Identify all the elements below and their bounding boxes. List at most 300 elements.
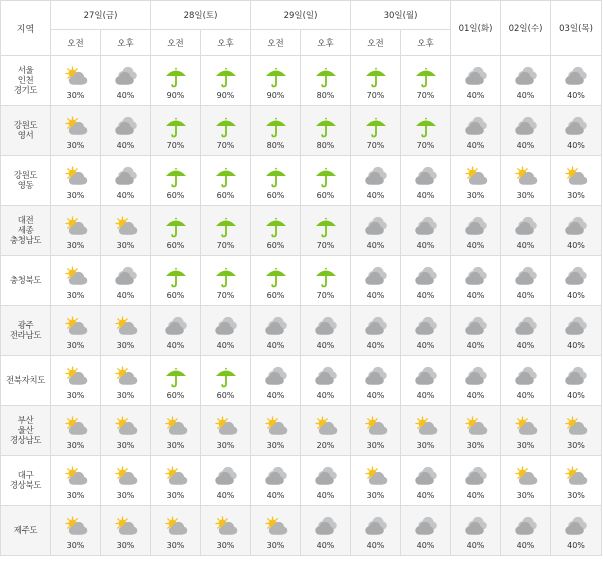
precipitation-probability: 30%: [116, 490, 135, 500]
precipitation-probability: 40%: [266, 490, 285, 500]
precipitation-probability: 30%: [66, 290, 85, 300]
region-name-line: 전라남도: [9, 330, 42, 341]
precipitation-probability: 40%: [416, 290, 435, 300]
precipitation-probability: 60%: [216, 390, 235, 400]
precipitation-probability: 60%: [266, 290, 285, 300]
region-name: [1, 206, 51, 256]
forecast-cell: [251, 506, 301, 556]
forecast-cell: [301, 156, 351, 206]
precipitation-probability: 40%: [216, 490, 235, 500]
partly-sunny-icon: [214, 516, 238, 538]
am-header: 오전: [351, 30, 401, 56]
precipitation-probability: 30%: [567, 440, 585, 450]
umbrella-rain-icon: [264, 66, 288, 88]
region-name-line: 영서: [17, 130, 34, 141]
day-header: 29일(일): [251, 1, 351, 30]
partly-sunny-icon: [214, 416, 238, 438]
forecast-cell: [101, 456, 151, 506]
precipitation-probability: 40%: [366, 540, 385, 550]
forecast-row: [1, 306, 602, 356]
umbrella-rain-icon: [214, 216, 238, 238]
cloudy-icon: [364, 366, 388, 388]
forecast-cell: [151, 106, 201, 156]
cloudy-icon: [414, 266, 438, 288]
precipitation-probability: 30%: [66, 140, 85, 150]
forecast-cell: [501, 256, 551, 306]
cloudy-icon: [464, 266, 488, 288]
region-name: [1, 156, 51, 206]
precipitation-probability: 70%: [366, 140, 385, 150]
precipitation-probability: 40%: [316, 540, 335, 550]
precipitation-probability: 40%: [416, 390, 435, 400]
precipitation-probability: 40%: [466, 140, 485, 150]
umbrella-rain-icon: [314, 66, 338, 88]
forecast-cell: [201, 406, 251, 456]
partly-sunny-icon: [64, 416, 88, 438]
pm-header: 오후: [101, 30, 151, 56]
partly-sunny-icon: [264, 416, 288, 438]
partly-sunny-icon: [114, 516, 138, 538]
forecast-cell: [451, 456, 501, 506]
am-header: 오전: [51, 30, 101, 56]
cloudy-icon: [214, 466, 238, 488]
partly-sunny-icon: [64, 366, 88, 388]
precipitation-probability: 40%: [567, 290, 585, 300]
forecast-cell: [251, 106, 301, 156]
region-name-line: 충청북도: [9, 275, 42, 286]
forecast-cell: [251, 206, 301, 256]
region-name: [1, 456, 51, 506]
partly-sunny-icon: [64, 166, 88, 188]
cloudy-icon: [514, 266, 538, 288]
partly-sunny-icon: [64, 266, 88, 288]
precipitation-probability: 40%: [416, 340, 435, 350]
precipitation-probability: 30%: [166, 540, 185, 550]
precipitation-probability: 30%: [116, 340, 135, 350]
partly-sunny-icon: [514, 166, 538, 188]
forecast-cell: [151, 456, 201, 506]
partly-sunny-icon: [114, 466, 138, 488]
forecast-row: [1, 406, 602, 456]
precipitation-probability: 90%: [216, 90, 235, 100]
partly-sunny-icon: [364, 416, 388, 438]
precipitation-probability: 40%: [516, 240, 535, 250]
forecast-cell: [51, 406, 101, 456]
region-name: [1, 306, 51, 356]
cloudy-icon: [364, 216, 388, 238]
forecast-cell: [501, 406, 551, 456]
precipitation-probability: 60%: [166, 390, 185, 400]
precipitation-probability: 30%: [116, 540, 135, 550]
precipitation-probability: 30%: [216, 540, 235, 550]
forecast-cell: [401, 306, 451, 356]
forecast-cell: [401, 256, 451, 306]
forecast-cell: [451, 156, 501, 206]
precipitation-probability: 40%: [516, 540, 535, 550]
forecast-cell: [301, 456, 351, 506]
cloudy-icon: [514, 316, 538, 338]
precipitation-probability: 60%: [316, 190, 335, 200]
umbrella-rain-icon: [414, 116, 438, 138]
forecast-cell: [451, 106, 501, 156]
forecast-cell: [351, 156, 401, 206]
day-header: 28일(토): [151, 1, 251, 30]
day-header: 03일(목): [551, 1, 602, 56]
precipitation-probability: 40%: [466, 290, 485, 300]
cloudy-icon: [214, 316, 238, 338]
region-name-line: 경기도: [13, 85, 38, 96]
precipitation-probability: 30%: [116, 390, 135, 400]
forecast-cell: [251, 56, 301, 106]
forecast-cell: [501, 156, 551, 206]
forecast-cell: [151, 506, 201, 556]
precipitation-probability: 30%: [66, 90, 85, 100]
precipitation-probability: 30%: [66, 240, 85, 250]
partly-sunny-icon: [464, 166, 488, 188]
partly-sunny-icon: [114, 316, 138, 338]
forecast-cell: [351, 106, 401, 156]
forecast-cell: [401, 206, 451, 256]
umbrella-rain-icon: [164, 166, 188, 188]
forecast-cell: [251, 306, 301, 356]
cloudy-icon: [514, 216, 538, 238]
precipitation-probability: 40%: [116, 290, 135, 300]
precipitation-probability: 40%: [567, 240, 585, 250]
forecast-cell: [551, 406, 602, 456]
partly-sunny-icon: [464, 416, 488, 438]
forecast-cell: [301, 206, 351, 256]
precipitation-probability: 30%: [66, 440, 85, 450]
forecast-cell: [101, 256, 151, 306]
cloudy-icon: [364, 166, 388, 188]
precipitation-probability: 30%: [516, 490, 535, 500]
region-name-line: 대전: [17, 215, 34, 226]
precipitation-probability: 80%: [316, 140, 335, 150]
umbrella-rain-icon: [364, 116, 388, 138]
region-name-line: 강원도: [13, 120, 38, 131]
forecast-cell: [51, 256, 101, 306]
precipitation-probability: 90%: [166, 90, 185, 100]
precipitation-probability: 40%: [366, 390, 385, 400]
forecast-cell: [51, 456, 101, 506]
cloudy-icon: [564, 516, 588, 538]
precipitation-probability: 30%: [567, 490, 585, 500]
precipitation-probability: 60%: [266, 240, 285, 250]
cloudy-icon: [564, 366, 588, 388]
forecast-cell: [151, 356, 201, 406]
cloudy-icon: [164, 316, 188, 338]
region-name-line: 제주도: [13, 525, 38, 536]
precipitation-probability: 40%: [366, 190, 385, 200]
pm-header: 오후: [301, 30, 351, 56]
umbrella-rain-icon: [164, 266, 188, 288]
precipitation-probability: 30%: [66, 390, 85, 400]
umbrella-rain-icon: [414, 66, 438, 88]
cloudy-icon: [264, 366, 288, 388]
precipitation-probability: 40%: [366, 240, 385, 250]
precipitation-probability: 40%: [316, 490, 335, 500]
partly-sunny-icon: [64, 316, 88, 338]
precipitation-probability: 40%: [567, 340, 585, 350]
cloudy-icon: [114, 116, 138, 138]
forecast-cell: [251, 406, 301, 456]
umbrella-rain-icon: [164, 66, 188, 88]
precipitation-probability: 40%: [416, 240, 435, 250]
precipitation-probability: 60%: [266, 190, 285, 200]
region-name-line: 강원도: [13, 170, 38, 181]
precipitation-probability: 40%: [416, 190, 435, 200]
umbrella-rain-icon: [314, 166, 338, 188]
region-name-line: 서울: [17, 65, 34, 76]
forecast-cell: [51, 506, 101, 556]
forecast-cell: [301, 106, 351, 156]
forecast-cell: [201, 106, 251, 156]
forecast-cell: [101, 156, 151, 206]
partly-sunny-icon: [164, 466, 188, 488]
region-name: [1, 56, 51, 106]
precipitation-probability: 30%: [516, 190, 535, 200]
precipitation-probability: 40%: [466, 340, 485, 350]
precipitation-probability: 30%: [516, 440, 535, 450]
cloudy-icon: [414, 516, 438, 538]
forecast-cell: [51, 306, 101, 356]
partly-sunny-icon: [114, 366, 138, 388]
forecast-cell: [551, 306, 602, 356]
umbrella-rain-icon: [214, 366, 238, 388]
precipitation-probability: 30%: [366, 440, 385, 450]
precipitation-probability: 70%: [416, 90, 435, 100]
precipitation-probability: 40%: [316, 340, 335, 350]
forecast-cell: [451, 206, 501, 256]
forecast-cell: [551, 356, 602, 406]
forecast-cell: [101, 506, 151, 556]
umbrella-rain-icon: [364, 66, 388, 88]
am-header: 오전: [151, 30, 201, 56]
precipitation-probability: 40%: [266, 390, 285, 400]
forecast-cell: [501, 456, 551, 506]
region-name-line: 세종: [17, 225, 34, 236]
precipitation-probability: 30%: [66, 340, 85, 350]
precipitation-probability: 40%: [366, 290, 385, 300]
forecast-cell: [301, 256, 351, 306]
precipitation-probability: 70%: [216, 290, 235, 300]
precipitation-probability: 30%: [66, 190, 85, 200]
precipitation-probability: 40%: [567, 140, 585, 150]
forecast-cell: [351, 506, 401, 556]
precipitation-probability: 40%: [316, 390, 335, 400]
forecast-row: [1, 256, 602, 306]
partly-sunny-icon: [314, 416, 338, 438]
region-name: [1, 356, 51, 406]
precipitation-probability: 40%: [516, 90, 535, 100]
region-name-line: 부산: [17, 415, 34, 426]
forecast-cell: [151, 56, 201, 106]
forecast-cell: [151, 256, 201, 306]
region-name-line: 전북자치도: [5, 375, 46, 386]
forecast-cell: [201, 456, 251, 506]
cloudy-icon: [464, 366, 488, 388]
cloudy-icon: [514, 366, 538, 388]
forecast-cell: [51, 156, 101, 206]
forecast-cell: [551, 206, 602, 256]
forecast-cell: [551, 506, 602, 556]
precipitation-probability: 80%: [266, 140, 285, 150]
forecast-cell: [401, 456, 451, 506]
partly-sunny-icon: [514, 466, 538, 488]
precipitation-probability: 40%: [516, 390, 535, 400]
precipitation-probability: 80%: [316, 90, 335, 100]
precipitation-probability: 40%: [416, 490, 435, 500]
precipitation-probability: 90%: [266, 90, 285, 100]
umbrella-rain-icon: [214, 66, 238, 88]
forecast-cell: [351, 456, 401, 506]
umbrella-rain-icon: [264, 166, 288, 188]
day-header: 30일(월): [351, 1, 451, 30]
forecast-cell: [101, 306, 151, 356]
forecast-row: [1, 356, 602, 406]
precipitation-probability: 70%: [416, 140, 435, 150]
forecast-cell: [301, 306, 351, 356]
forecast-cell: [201, 156, 251, 206]
precipitation-probability: 30%: [216, 440, 235, 450]
forecast-cell: [101, 206, 151, 256]
precipitation-probability: 40%: [466, 240, 485, 250]
forecast-cell: [101, 56, 151, 106]
region-name: [1, 106, 51, 156]
partly-sunny-icon: [114, 216, 138, 238]
forecast-cell: [201, 256, 251, 306]
umbrella-rain-icon: [264, 116, 288, 138]
forecast-cell: [551, 256, 602, 306]
precipitation-probability: 40%: [567, 390, 585, 400]
precipitation-probability: 60%: [166, 240, 185, 250]
forecast-cell: [151, 156, 201, 206]
forecast-cell: [551, 56, 602, 106]
region-name-line: 대구: [17, 470, 34, 481]
cloudy-icon: [464, 516, 488, 538]
forecast-cell: [151, 306, 201, 356]
forecast-cell: [401, 506, 451, 556]
region-name: [1, 506, 51, 556]
forecast-cell: [451, 406, 501, 456]
cloudy-icon: [564, 216, 588, 238]
precipitation-probability: 30%: [66, 540, 85, 550]
precipitation-probability: 60%: [216, 190, 235, 200]
pm-header: 오후: [401, 30, 451, 56]
precipitation-probability: 60%: [166, 190, 185, 200]
precipitation-probability: 40%: [466, 90, 485, 100]
day-header: 02일(수): [501, 1, 551, 56]
cloudy-icon: [564, 66, 588, 88]
precipitation-probability: 40%: [516, 290, 535, 300]
umbrella-rain-icon: [264, 266, 288, 288]
forecast-cell: [201, 506, 251, 556]
forecast-cell: [151, 206, 201, 256]
region-name-line: 인천: [17, 75, 34, 86]
partly-sunny-icon: [64, 216, 88, 238]
forecast-cell: [301, 506, 351, 556]
precipitation-probability: 40%: [567, 90, 585, 100]
region-name-line: 경상남도: [9, 435, 42, 446]
partly-sunny-icon: [564, 166, 588, 188]
precipitation-probability: 40%: [216, 340, 235, 350]
forecast-cell: [51, 106, 101, 156]
partly-sunny-icon: [164, 416, 188, 438]
precipitation-probability: 40%: [116, 90, 135, 100]
precipitation-probability: 30%: [166, 490, 185, 500]
cloudy-icon: [564, 266, 588, 288]
precipitation-probability: 30%: [66, 490, 85, 500]
precipitation-probability: 40%: [166, 340, 185, 350]
forecast-cell: [501, 356, 551, 406]
region-name-line: 광주: [17, 320, 34, 331]
forecast-cell: [151, 406, 201, 456]
forecast-cell: [451, 56, 501, 106]
cloudy-icon: [114, 266, 138, 288]
partly-sunny-icon: [64, 516, 88, 538]
forecast-cell: [51, 356, 101, 406]
cloudy-icon: [364, 516, 388, 538]
day-header: 01일(화): [451, 1, 501, 56]
precipitation-probability: 30%: [466, 190, 485, 200]
cloudy-icon: [364, 266, 388, 288]
precipitation-probability: 20%: [316, 440, 335, 450]
forecast-cell: [51, 206, 101, 256]
cloudy-icon: [414, 366, 438, 388]
forecast-cell: [301, 56, 351, 106]
cloudy-icon: [464, 116, 488, 138]
umbrella-rain-icon: [164, 366, 188, 388]
umbrella-rain-icon: [314, 266, 338, 288]
forecast-cell: [251, 256, 301, 306]
cloudy-icon: [264, 316, 288, 338]
forecast-cell: [251, 356, 301, 406]
umbrella-rain-icon: [164, 116, 188, 138]
forecast-cell: [401, 56, 451, 106]
forecast-cell: [551, 106, 602, 156]
cloudy-icon: [114, 66, 138, 88]
forecast-cell: [201, 206, 251, 256]
precipitation-probability: 30%: [266, 540, 285, 550]
forecast-cell: [401, 356, 451, 406]
precipitation-probability: 70%: [316, 290, 335, 300]
forecast-cell: [401, 156, 451, 206]
forecast-cell: [501, 206, 551, 256]
precipitation-probability: 40%: [516, 140, 535, 150]
forecast-row: [1, 56, 602, 106]
forecast-cell: [51, 56, 101, 106]
partly-sunny-icon: [364, 466, 388, 488]
cloudy-icon: [414, 316, 438, 338]
region-name: [1, 256, 51, 306]
forecast-cell: [351, 56, 401, 106]
cloudy-icon: [364, 316, 388, 338]
am-header: 오전: [251, 30, 301, 56]
precipitation-probability: 40%: [466, 390, 485, 400]
forecast-cell: [201, 306, 251, 356]
forecast-row: [1, 456, 602, 506]
umbrella-rain-icon: [314, 116, 338, 138]
umbrella-rain-icon: [214, 166, 238, 188]
partly-sunny-icon: [514, 416, 538, 438]
forecast-cell: [201, 356, 251, 406]
region-name-line: 울산: [17, 425, 34, 436]
partly-sunny-icon: [164, 516, 188, 538]
precipitation-probability: 30%: [266, 440, 285, 450]
precipitation-probability: 40%: [466, 540, 485, 550]
precipitation-probability: 40%: [266, 340, 285, 350]
forecast-cell: [451, 306, 501, 356]
